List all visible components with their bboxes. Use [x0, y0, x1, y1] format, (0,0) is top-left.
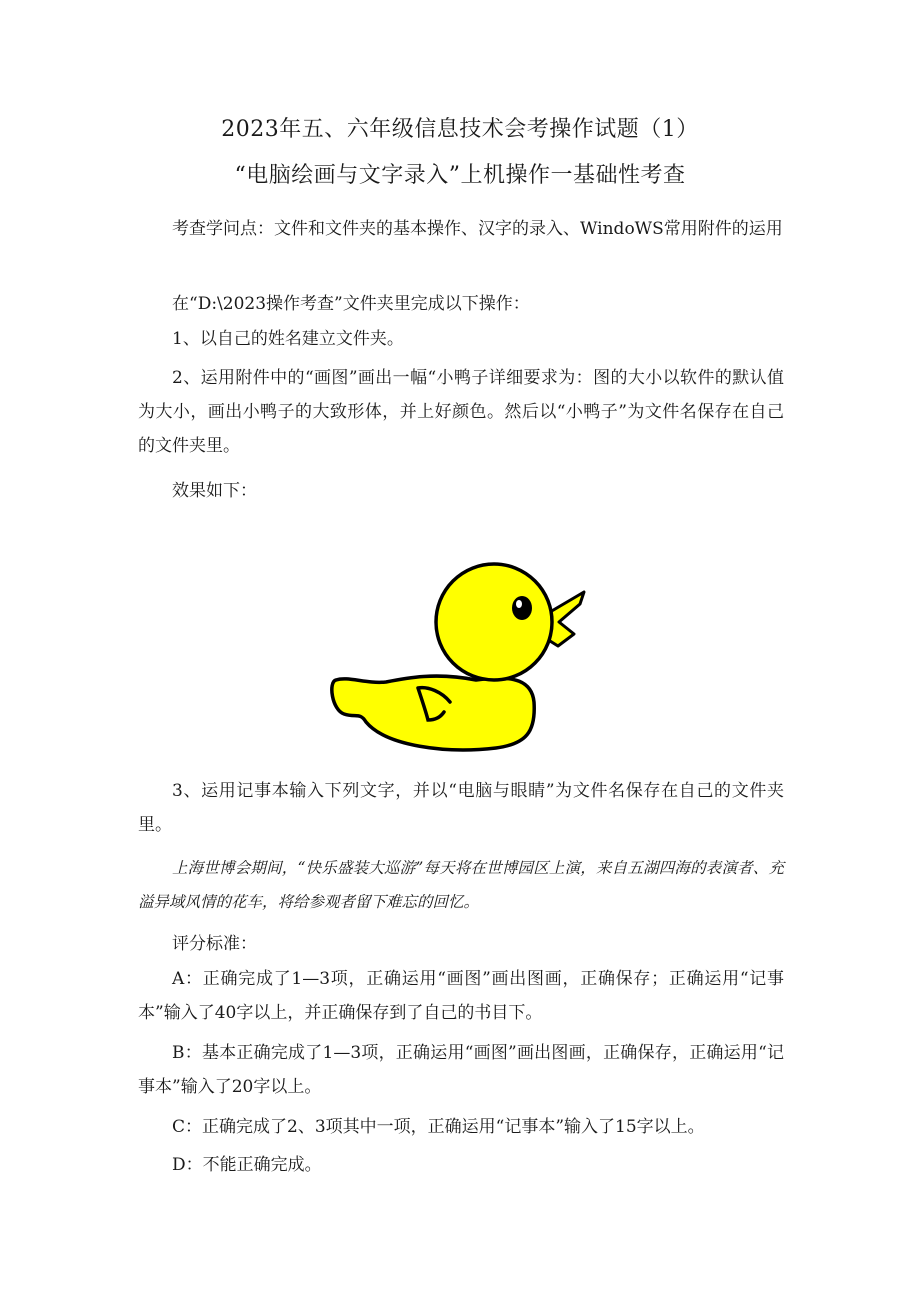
duck-eye [512, 596, 532, 620]
knowledge-points: 考查学问点：文件和文件夹的基本操作、汉字的录入、WindoWS常用附件的运用 [172, 219, 783, 239]
step-1: 1、以自己的姓名建立文件夹。 [172, 329, 404, 349]
grade-d: D：不能正确完成。 [172, 1155, 322, 1175]
grading-title: 评分标准： [172, 934, 257, 954]
document-title: 2023年五、六年级信息技术会考操作试题（1） [221, 117, 699, 142]
sample-text: 上海世博会期间，“快乐盛装大巡游”每天将在世博园区上演，来自五湖四海的表演者、充溢异域风情的花车，将给参观者留下难忘的回忆。 [138, 859, 784, 911]
duck-icon [326, 542, 590, 754]
grade-c: C：正确完成了2、3项其中一项，正确运用“记事本”输入了15字以上。 [172, 1117, 705, 1137]
grade-b: B：基本正确完成了1—3项，正确运用“画图”画出图画，正确保存，正确运用“记事本”输入了20字以上。 [138, 1043, 784, 1097]
step-3: 3、运用记事本输入下列文字，并以“电脑与眼睛”为文件名保存在自己的文件夹里。 [138, 781, 784, 835]
duck-body [332, 676, 534, 750]
duck-head [436, 564, 552, 680]
grade-a: A：正确完成了1—3项，正确运用“画图”画出图画，正确保存；正确运用“记事本”输入了40字以上，并正确保存到了自己的书目下。 [138, 969, 784, 1023]
folder-instruction: 在“D:\2023操作考查”文件夹里完成以下操作： [172, 294, 530, 314]
document-subtitle: “电脑绘画与文字录入”上机操作一基础性考查 [234, 163, 686, 188]
duck-illustration [326, 542, 590, 754]
duck-eye-highlight [516, 600, 522, 608]
step-2: 2、运用附件中的“画图”画出一幅“小鸭子详细要求为：图的大小以软件的默认值为大小，画出小鸭子的大致形体，并上好颜色。然后以“小鸭子”为文件名保存在自己的文件夹里。 [138, 368, 784, 456]
effect-label: 效果如下： [172, 481, 257, 501]
